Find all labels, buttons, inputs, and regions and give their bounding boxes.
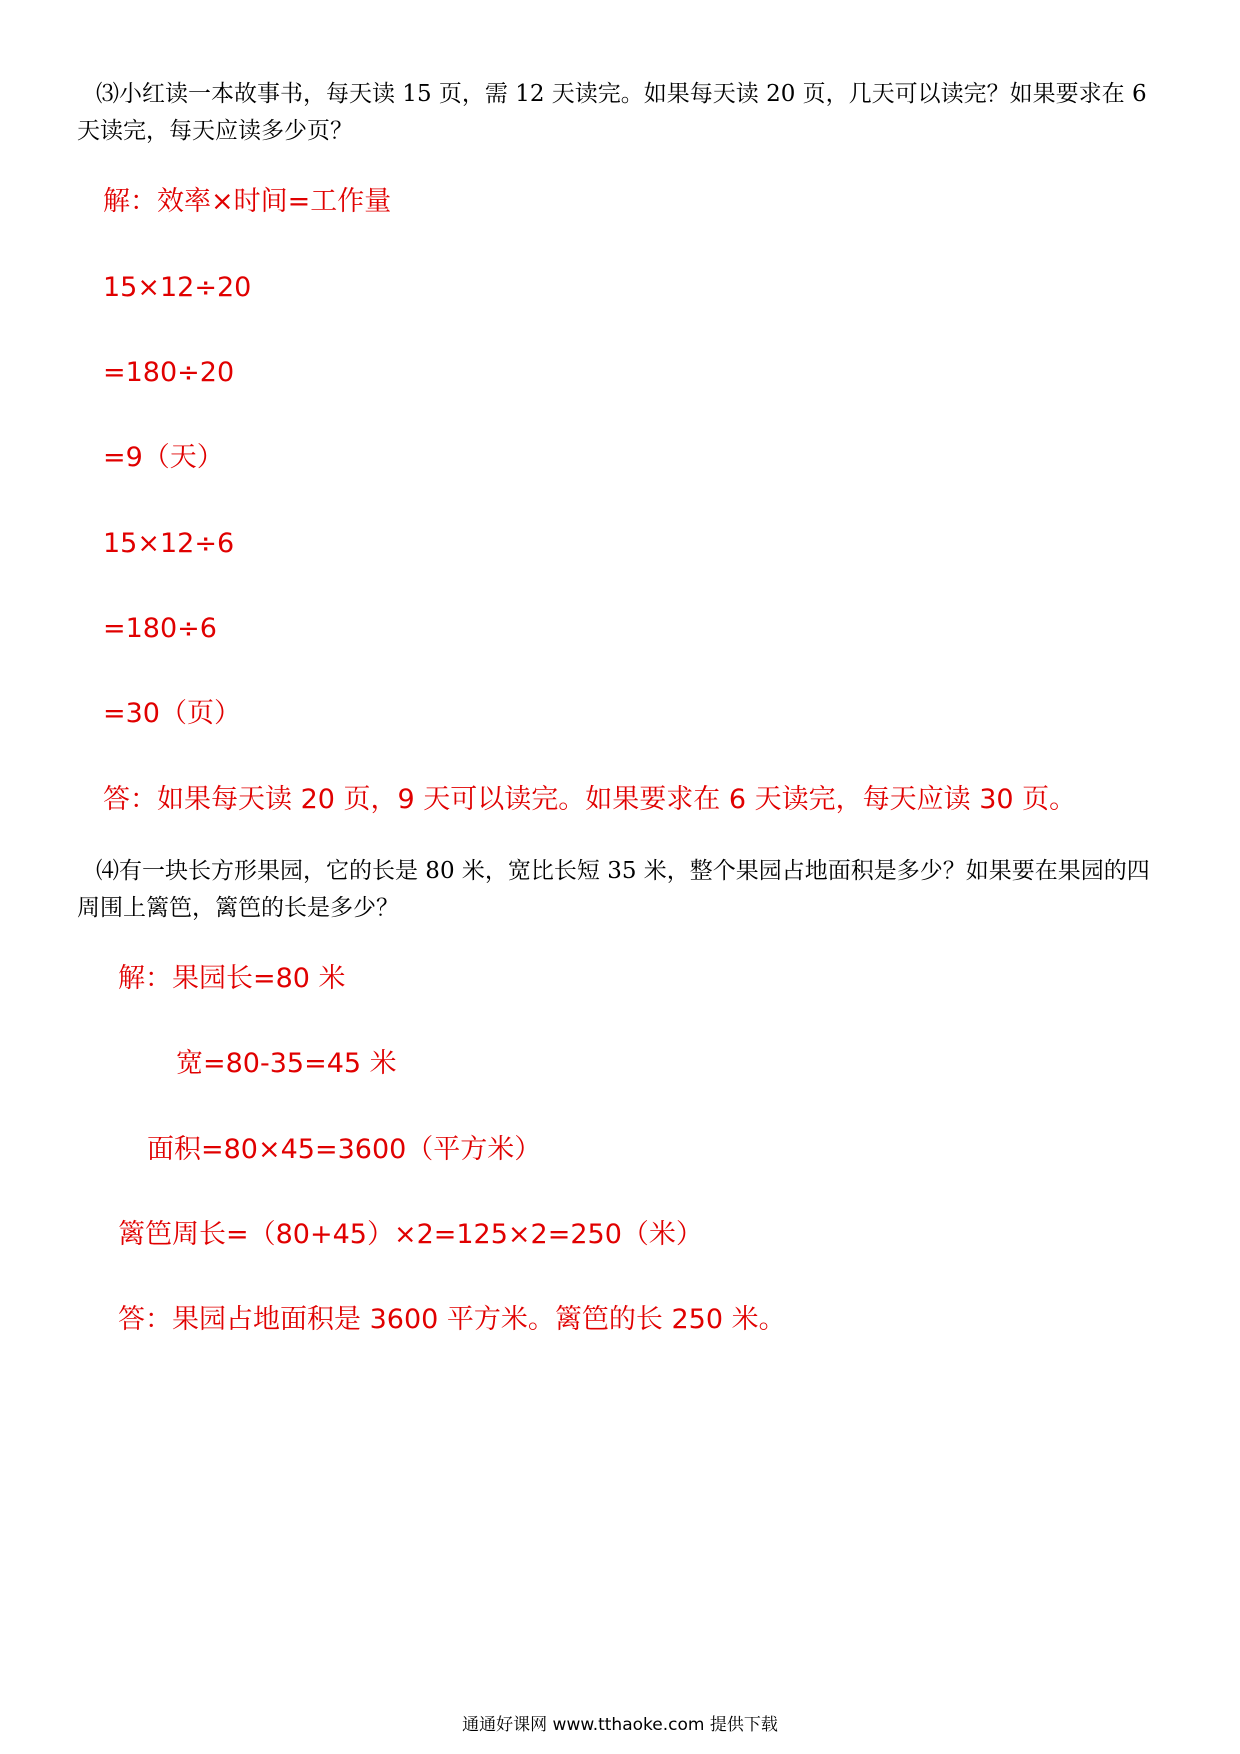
problem-4-solution-line-2: 宽=80-35=45 米 — [176, 1048, 397, 1079]
problem-3-answer: 答：如果每天读 20 页，9 天可以读完。如果要求在 6 天读完，每天应读 30 页。 — [103, 784, 1077, 815]
problem-4-solution-line-3: 面积=80×45=3600（平方米） — [147, 1134, 542, 1165]
problem-4-question: ⑷有一块长方形果园，它的长是 80 米，宽比长短 35 米，整个果园占地面积是多少？如果要在果园的四周围上篱笆，篱笆的长是多少？ — [77, 858, 1150, 921]
problem-3-solution-line-4: =9（天） — [103, 442, 224, 473]
problem-3-solution-line-7: =30（页） — [103, 698, 241, 729]
problem-4-answer: 答：果园占地面积是 3600 平方米。篱笆的长 250 米。 — [118, 1304, 786, 1335]
problem-3-solution-line-5: 15×12÷6 — [103, 528, 235, 559]
problem-3-solution-line-1: 解：效率×时间=工作量 — [103, 186, 392, 217]
problem-3-solution-line-6: =180÷6 — [103, 613, 217, 644]
problem-4-solution-line-4: 篱笆周长=（80+45）×2=125×2=250（米） — [118, 1219, 703, 1250]
problem-3-solution-line-2: 15×12÷20 — [103, 272, 252, 303]
problem-4-solution-line-1: 解：果园长=80 米 — [118, 963, 346, 994]
problem-3-question: ⑶小红读一本故事书，每天读 15 页，需 12 天读完。如果每天读 20 页，几天可以读完？如果要求在 6 天读完，每天应读多少页？ — [77, 81, 1147, 144]
page-footer: 通通好课网 www.tthaoke.com 提供下载 — [462, 1715, 778, 1735]
problem-3-solution-line-3: =180÷20 — [103, 357, 235, 388]
